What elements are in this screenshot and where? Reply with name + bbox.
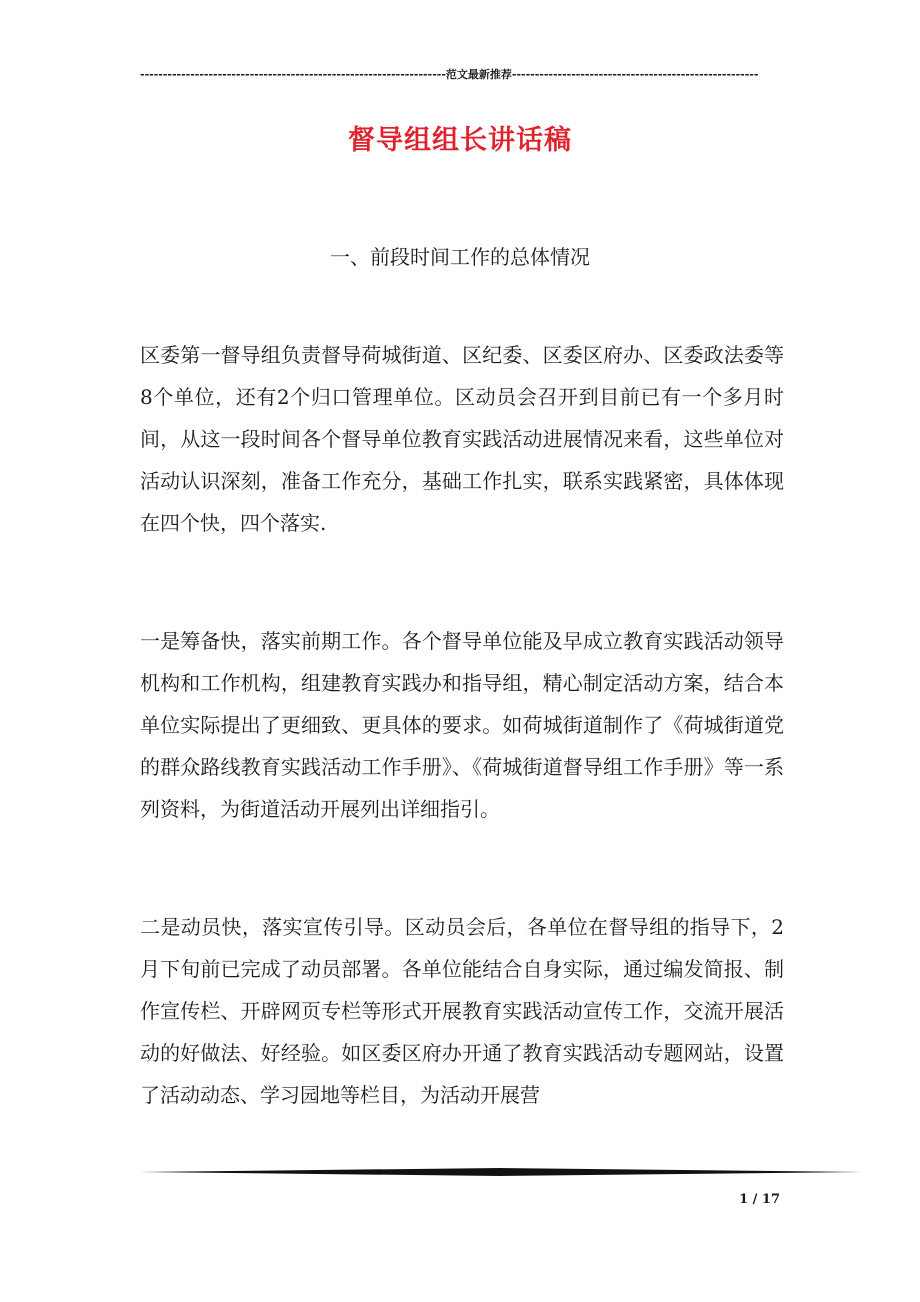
document-title: 督导组组长讲话稿: [348, 125, 572, 156]
paragraph-2: 一是筹备快，落实前期工作。各个督导单位能及早成立教育实践活动领导机构和工作机构，组建教育实践办和指导组，精心制定活动方案，结合本单位实际提出了更细致、更具体的要求。如荷城街道制作了《荷城街道党的群众路线教育实践活动工作手册》、《荷城街道督导组工作手册》等一系列资料，为街道活动开展列出详细指引。: [140, 629, 784, 821]
page-number: 1 / 17: [739, 1192, 780, 1207]
footer-divider: [140, 1166, 862, 1180]
paragraph-1: 区委第一督导组负责督导荷城街道、区纪委、区委区府办、区委政法委等8个单位，还有2个归口管理单位。区动员会召开到目前已有一个多月时间，从这一段时间各个督导单位教育实践活动进展情况来看，这些单位对活动认识深刻，准备工作充分，基础工作扎实，联系实践紧密，具体体现在四个快，四个落实.: [140, 343, 784, 535]
page-header: -------------------------------------------------------------------范文最新推荐------------------------------------------------------: [140, 68, 759, 81]
paragraph-3: 二是动员快，落实宣传引导。区动员会后，各单位在督导组的指导下，2月下旬前已完成了动员部署。各单位能结合自身实际，通过编发简报、制作宣传栏、开辟网页专栏等形式开展教育实践活动宣传工作，交流开展活动的好做法、好经验。如区委区府办开通了教育实践活动专题网站，设置了活动动态、学习园地等栏目，为活动开展营: [140, 915, 784, 1107]
section-heading: 一、前段时间工作的总体情况: [330, 245, 590, 269]
